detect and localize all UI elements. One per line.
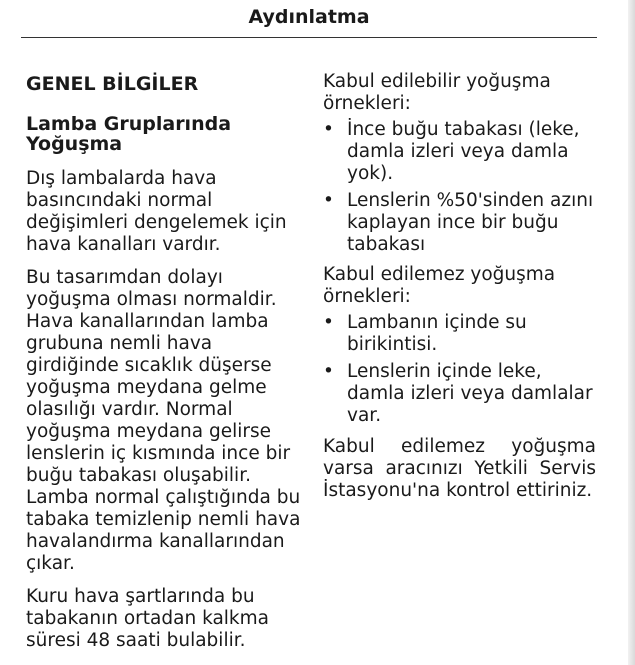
left-column bbox=[26, 72, 301, 663]
closing-instruction: Kabul edilemez yoğuşma varsa aracınızı Yetkili Servis İstasyonu'na kontrol ettiriniz. bbox=[323, 436, 596, 501]
page-header-title: Aydınlatma bbox=[248, 6, 370, 28]
list-item-text: Lambanın içinde su birikintisi. bbox=[347, 312, 527, 355]
paragraph-condensation-normal: Bu tasarımdan dolayı yoğuşma olması normaldir. Hava kanallarından lamba grubuna nemli hava girdiğinde sıcaklık düşerse yoğuşma meydana gelme olasılığı vardır. Normal yoğuşma meydana gelirse lenslerin iç kısmında ince bir buğu tabakası oluşabilir. Lamba normal çalıştığında bu tabaka temizlenip nemli hava havalandırma kanallarından çıkar. bbox=[26, 267, 301, 574]
list-item-text: Lenslerin içinde leke, damla izleri veya damlalar var. bbox=[347, 361, 593, 426]
bullet-icon: • bbox=[323, 190, 334, 211]
list-item-text: İnce buğu tabakası (leke, damla izleri veya damla yok). bbox=[347, 119, 580, 184]
right-column bbox=[323, 72, 596, 513]
unacceptable-examples-intro: Kabul edilemez yoğuşma örnekleri: bbox=[323, 264, 556, 307]
paragraph-air-channels: Dış lambalarda hava basıncındaki normal değişimleri dengelemek için hava kanalları vardır. bbox=[26, 168, 287, 255]
subsection-title: Lamba Gruplarında Yoğuşma bbox=[26, 113, 232, 155]
list-item bbox=[323, 312, 596, 356]
bullet-icon: • bbox=[323, 312, 334, 333]
paragraph-dry-conditions: Kuru hava şartlarında bu tabakanın ortadan kalkma süresi 48 saati bulabilir. bbox=[26, 586, 270, 651]
list-item bbox=[323, 190, 596, 256]
bullet-icon: • bbox=[323, 361, 334, 382]
unacceptable-examples-list bbox=[323, 312, 596, 427]
list-item bbox=[323, 361, 596, 427]
acceptable-examples-intro: Kabul edilebilir yoğuşma örnekleri: bbox=[323, 71, 551, 114]
list-item bbox=[323, 119, 596, 185]
bullet-icon: • bbox=[323, 119, 334, 140]
list-item-text: Lenslerin %50'sinden azını kaplayan ince bir buğu tabakası bbox=[347, 190, 594, 255]
header-divider bbox=[21, 37, 597, 38]
page-edge-shadow bbox=[628, 0, 635, 665]
acceptable-examples-list bbox=[323, 119, 596, 256]
section-title: GENEL BİLGİLER bbox=[26, 73, 199, 95]
